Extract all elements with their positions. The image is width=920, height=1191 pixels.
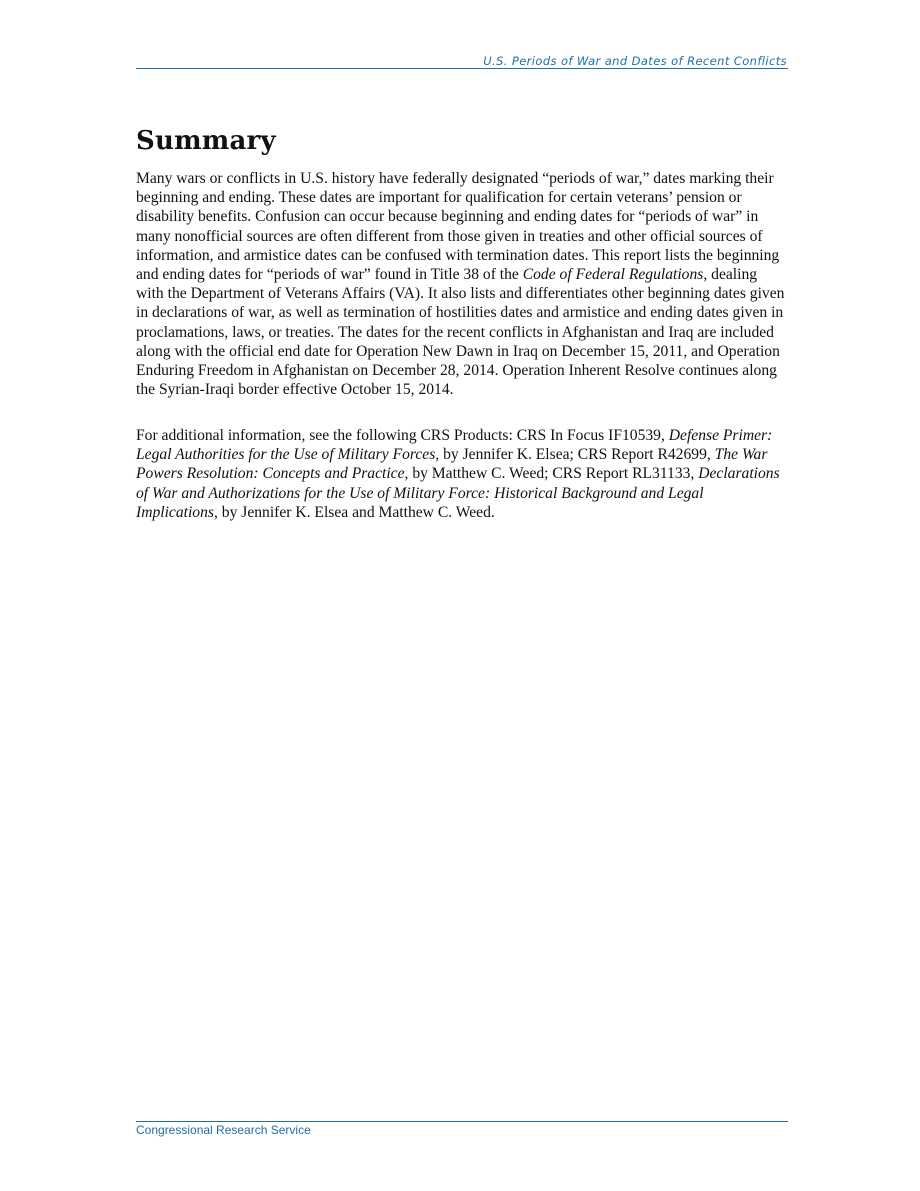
summary-paragraph-1 — [136, 169, 788, 399]
summary-paragraph-2 — [136, 426, 788, 522]
p2-text-b: , by Jennifer K. Elsea; CRS Report R42699, — [435, 446, 715, 464]
crs-product-title-3: Declarations of War and Authorizations for the Use of Military Force: Historical Background and Legal Implications — [136, 465, 780, 521]
footer-rule — [136, 1121, 788, 1122]
p2-text-c: , by Matthew C. Weed; CRS Report RL31133, — [404, 465, 699, 483]
crs-product-title-1: Defense Primer: Legal Authorities for the Use of Military Forces — [136, 427, 773, 464]
p1-text-a: Many wars or conflicts in U.S. history have federally designated “periods of war,” dates marking their beginning and ending. These dates are important for qualification for certain veterans’ pension or disability benefits. Confusion can occur because beginning and ending dates for “periods of war” in many nonofficial sources are often different from those given in treaties and other official sources of information, and armistice dates can be confused with termination dates. This report lists the beginning and ending dates for “periods of war” found in Title 38 of the — [136, 170, 780, 284]
cfr-title: Code of Federal Regulations — [522, 266, 704, 284]
p1-text-b: , dealing with the Department of Veterans Affairs (VA). It also lists and differentiates other beginning dates given in declarations of war, as well as termination of hostilities dates and armistice and ending dates given in proclamations, laws, or treaties. The dates for the recent conflicts in Afghanistan and Iraq are included along with the official end date for Operation New Dawn in Iraq on December 15, 2011, and Operation Enduring Freedom in Afghanistan on December 28, 2014. Operation Inherent Resolve continues along the Syrian-Iraqi border effective October 15, 2014. — [136, 266, 785, 399]
footer-organization: Congressional Research Service — [136, 1123, 311, 1137]
p2-text-d: , by Jennifer K. Elsea and Matthew C. Weed. — [213, 503, 495, 521]
p2-text-a: For additional information, see the following CRS Products: CRS In Focus IF10539, — [136, 427, 669, 444]
crs-product-title-2: The War Powers Resolution: Concepts and Practice — [136, 446, 768, 483]
summary-heading: Summary — [136, 126, 276, 156]
running-header: U.S. Periods of War and Dates of Recent Conflicts — [483, 54, 787, 68]
header-rule — [136, 68, 788, 69]
